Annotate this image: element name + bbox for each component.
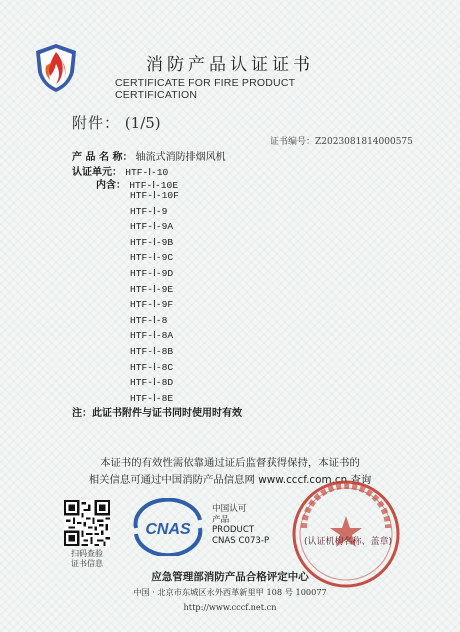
attachment-index: (1/5): [124, 114, 161, 132]
cnas-line-3: PRODUCT: [212, 525, 255, 536]
attachment-label: 附件：: [72, 114, 121, 132]
list-item: HTF-Ⅰ-8B: [130, 345, 174, 357]
cnas-logo: [128, 498, 208, 556]
list-item: HTF-Ⅰ-9F: [130, 299, 174, 311]
certificate-title-en: CERTIFICATE FOR FIRE PRODUCT CERTIFICATION: [115, 77, 296, 101]
list-item: HTF-Ⅰ-9C: [130, 252, 174, 264]
organization-address: 中国 · 北京市东城区永外西革新里甲 108 号 100077: [133, 587, 327, 597]
includes-label: 内含：: [96, 180, 126, 191]
list-item: HTF-Ⅰ-8: [130, 314, 168, 326]
list-item: HTF-Ⅰ-10F: [130, 190, 179, 201]
list-item: HTF-Ⅰ-9B: [130, 236, 174, 248]
cnas-line-2: 产品: [212, 514, 230, 525]
issuing-organization: 应急管理部消防产品合格评定中心: [151, 571, 309, 583]
model-list: [130, 188, 179, 406]
product-name-row: [72, 148, 226, 163]
cnas-line-4: CNAS C073-P: [212, 535, 270, 546]
attachment-indicator: [72, 112, 161, 133]
cert-no-label: 证书编号：: [270, 137, 316, 147]
seal-caption: (认证机构名称、盖章): [304, 537, 393, 547]
cert-unit-value: HTF-Ⅰ-10: [125, 167, 169, 178]
qr-label-line-1: 扫码查验: [71, 549, 103, 558]
list-item: HTF-Ⅰ-8D: [130, 377, 174, 389]
list-item: HTF-Ⅰ-8C: [130, 361, 174, 373]
list-item: HTF-Ⅰ-9E: [130, 283, 174, 295]
certificate-title-cn: 消防产品认证证书: [146, 55, 314, 75]
cnas-logo-text: CNAS: [145, 521, 191, 538]
list-item: HTF-Ⅰ-9D: [130, 267, 174, 279]
qr-label-line-2: 证书信息: [71, 559, 103, 568]
cnas-accreditation-text: [212, 504, 269, 546]
list-item: HTF-Ⅰ-8E: [130, 392, 174, 404]
list-item: HTF-Ⅰ-9: [130, 205, 168, 217]
cert-unit-label: 认证单元：: [72, 167, 122, 178]
statement-line-1: 本证书的有效性需依靠通过证后监督获得保持，本证书的: [100, 457, 360, 469]
product-name-label: 产 品 名 称：: [72, 152, 133, 163]
list-item: HTF-Ⅰ-8A: [130, 330, 174, 342]
statement-line-2: 相关信息可通过中国消防产品信息网 www.cccf.com.cn 查询: [88, 474, 372, 486]
organization-url[interactable]: http://www.cccf.net.cn: [183, 602, 277, 612]
product-name-value: 轴流式消防排烟风机: [135, 152, 226, 163]
validity-note: 注：此证书附件与证书同时使用时有效: [72, 408, 242, 419]
cnas-line-1: 中国认可: [212, 504, 247, 514]
includes-first-item: HTF-Ⅰ-10E: [129, 180, 179, 191]
cert-no-value: Z2023081814000575: [315, 137, 413, 147]
list-item: HTF-Ⅰ-9A: [130, 221, 174, 233]
qr-code[interactable]: [64, 500, 110, 546]
certificate-number: [270, 134, 413, 147]
